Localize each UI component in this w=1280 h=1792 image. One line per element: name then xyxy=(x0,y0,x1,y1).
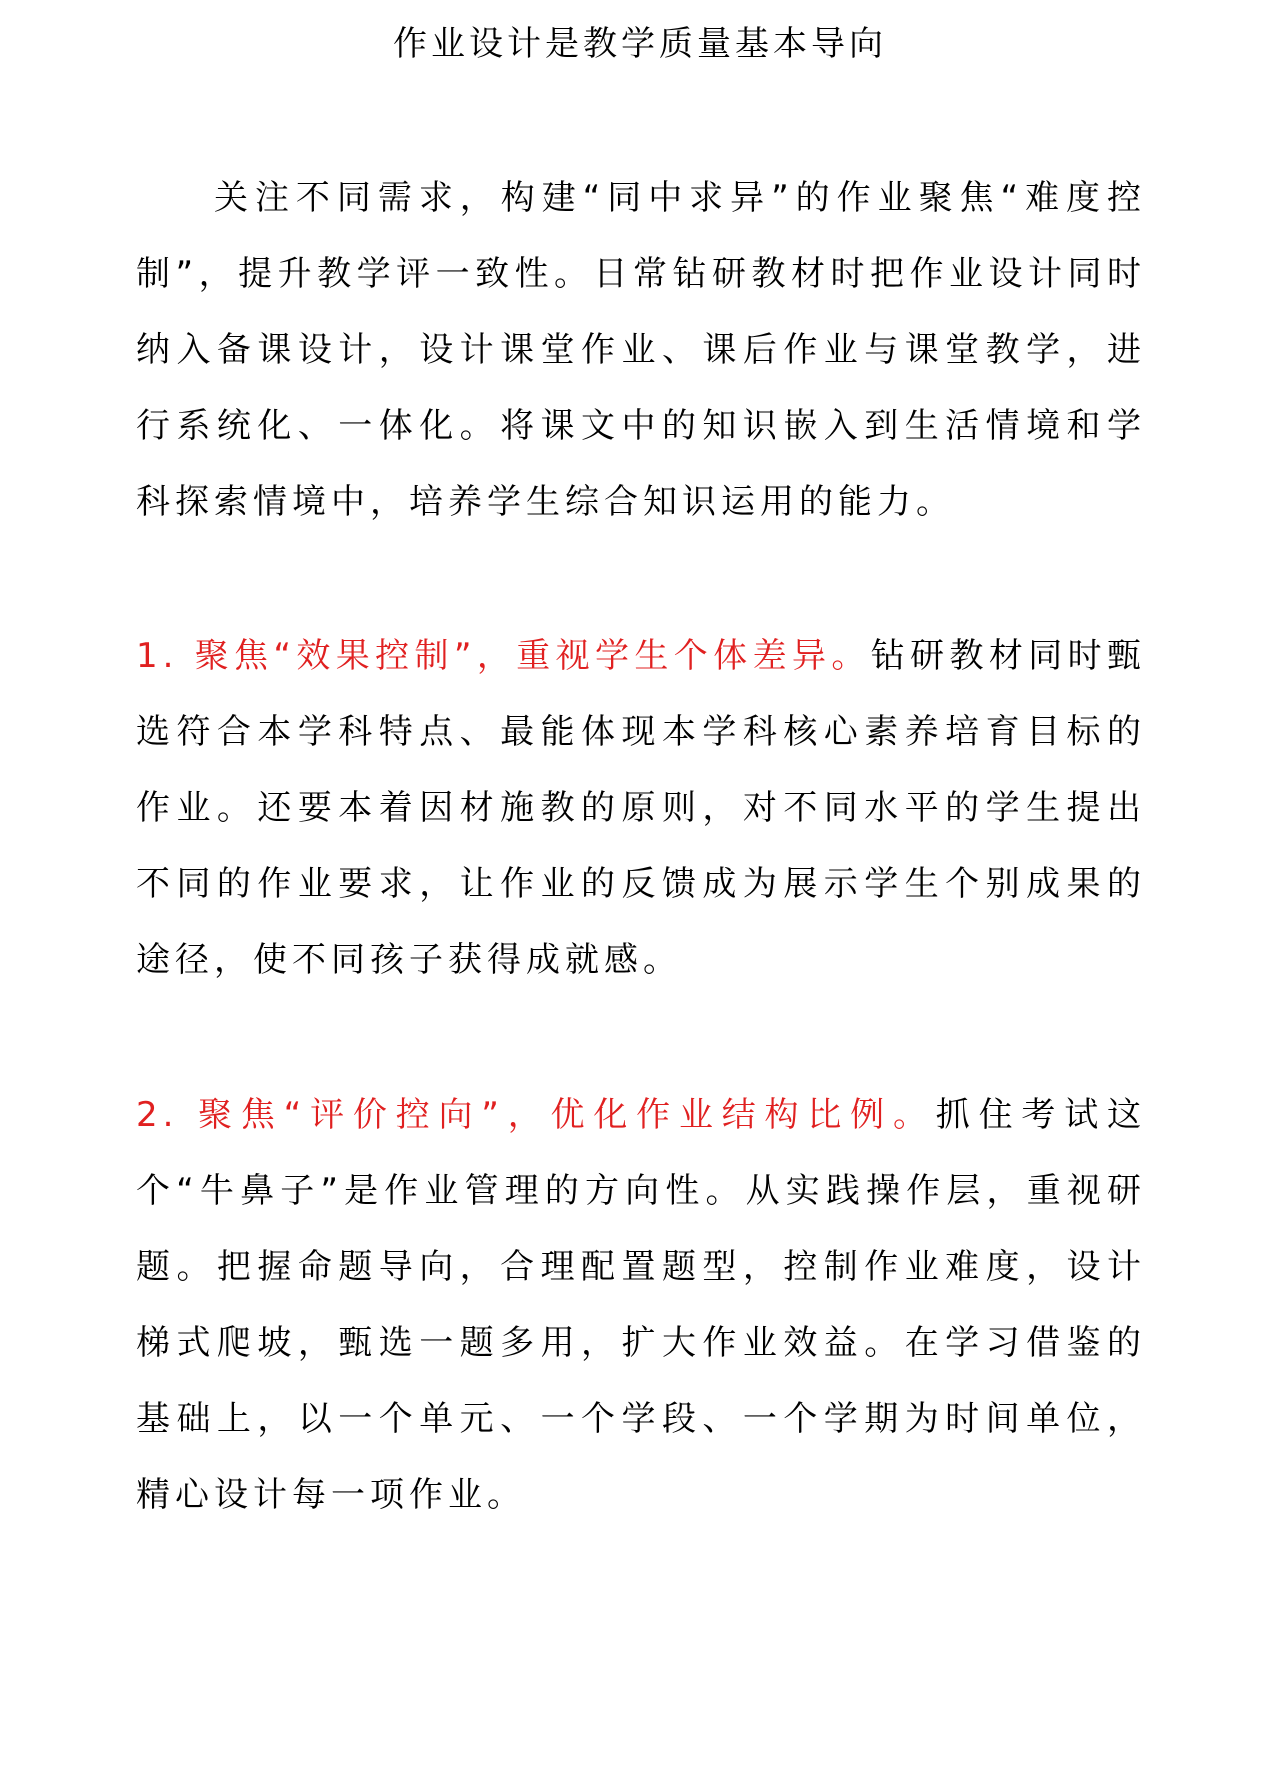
paragraph-evaluation-control xyxy=(136,1077,1146,1533)
paragraph-body-evaluation-control: 抓住考试这个“牛鼻子”是作业管理的方向性。从实践操作层，重视研题。把握命题导向，合理配置题型，控制作业难度，设计梯式爬坡，甄选一题多用，扩大作业效益。在学习借鉴的基础上，以一个单元、一个学段、一个学期为时间单位，精心设计每一项作业。 xyxy=(136,1095,1147,1515)
paragraph-heading-effect-control: 1. 聚焦“效果控制”，重视学生个体差异。 xyxy=(136,636,871,676)
paragraph-body-effect-control: 钻研教材同时甄选符合本学科特点、最能体现本学科核心素养培育目标的作业。还要本着因材施教的原则，对不同水平的学生提出不同的作业要求，让作业的反馈成为展示学生个别成果的途径，使不同孩子获得成就感。 xyxy=(136,636,1147,980)
document-title: 作业设计是教学质量基本导向 xyxy=(393,24,887,64)
paragraph-heading-evaluation-control: 2. 聚焦“评价控向”，优化作业结构比例。 xyxy=(136,1095,936,1135)
paragraph-effect-control xyxy=(136,618,1146,998)
paragraph-intro: 关注不同需求，构建“同中求异”的作业聚焦“难度控制”，提升教学评一致性。日常钻研教材时把作业设计同时纳入备课设计，设计课堂作业、课后作业与课堂教学，进行系统化、一体化。将课文中的知识嵌入到生活情境和学科探索情境中，培养学生综合知识运用的能力。 xyxy=(136,178,1146,522)
